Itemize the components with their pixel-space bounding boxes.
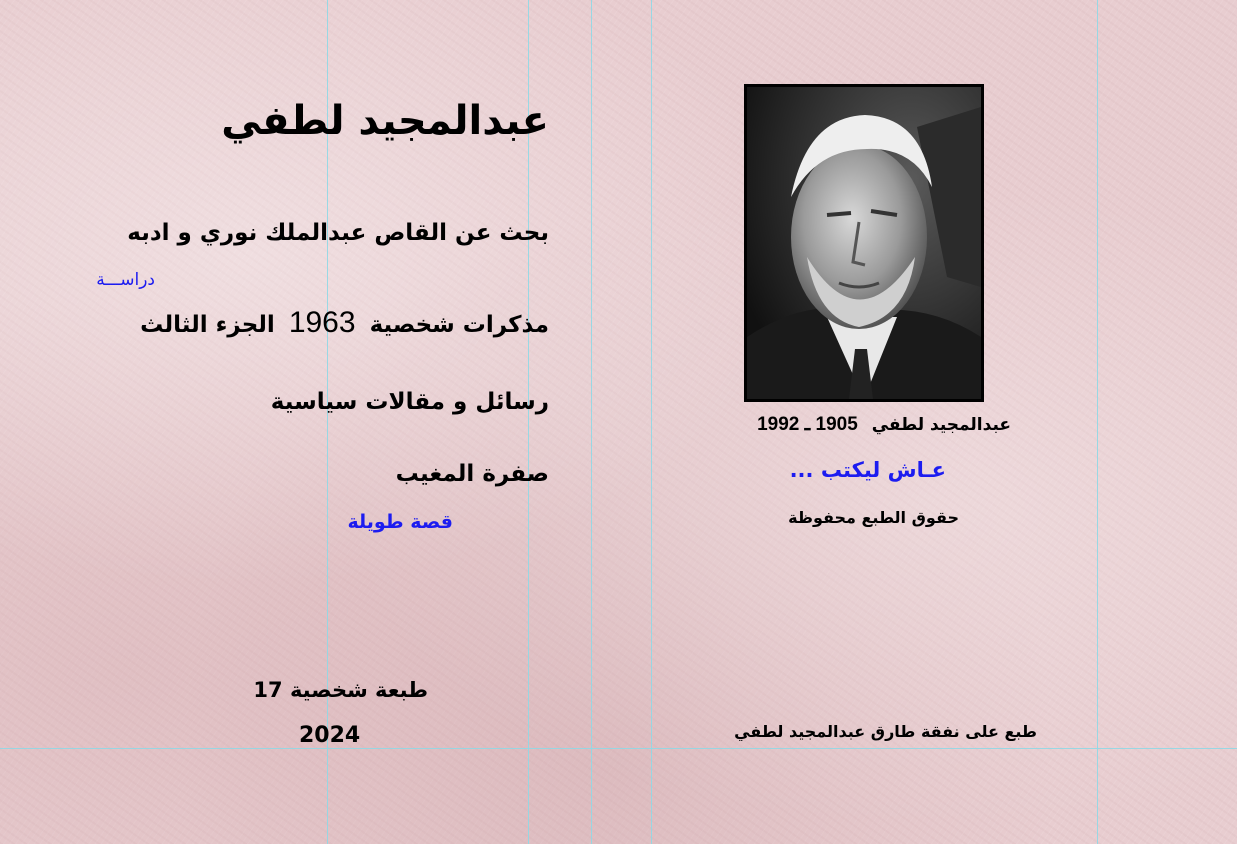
author-portrait-photo — [744, 84, 984, 402]
edition-year: 2024 — [299, 723, 361, 748]
guide-line — [1097, 0, 1098, 844]
portrait-caption — [757, 413, 1011, 436]
work-novel-title: صفرة المغيب — [395, 461, 549, 487]
guide-line — [0, 748, 1237, 749]
caption-years: 1905 ـ 1992 — [757, 414, 858, 435]
copyright-notice: حقوق الطبع محفوظة — [788, 508, 959, 527]
work-novel-tag: قصة طويلة — [347, 511, 453, 533]
tagline: عـاش ليكتب ... — [789, 458, 946, 482]
author-portrait-icon — [747, 87, 981, 399]
work-memoirs — [140, 306, 549, 340]
memoirs-part: الجزء الثالث — [140, 312, 275, 338]
work-study-title: بحث عن القاص عبدالملك نوري و ادبه — [127, 220, 549, 246]
memoirs-text: مذكرات شخصية — [369, 312, 549, 338]
memoirs-year: 1963 — [288, 306, 356, 339]
author-title: عبدالمجيد لطفي — [221, 98, 549, 144]
edition-label: طبعة شخصية 17 — [253, 678, 428, 702]
guide-line — [591, 0, 592, 844]
work-letters: رسائل و مقالات سياسية — [270, 389, 549, 415]
printed-by-note: طبع على نفقة طارق عبدالمجيد لطفي — [734, 722, 1037, 741]
caption-name: عبدالمجيد لطفي — [871, 415, 1011, 435]
guide-line — [651, 0, 652, 844]
work-study-tag: دراســـة — [96, 270, 155, 290]
